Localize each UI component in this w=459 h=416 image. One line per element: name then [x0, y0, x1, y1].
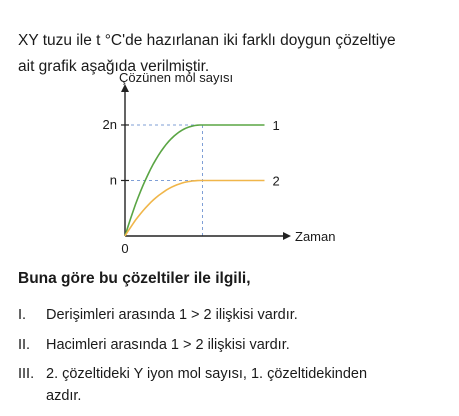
statement-2-text: Hacimleri arasında 1 > 2 ilişkisi vardır. — [46, 337, 290, 353]
series-1-label: 1 — [272, 117, 280, 133]
statement-1-number: I. — [18, 307, 27, 323]
statement-2-number: II. — [18, 337, 31, 353]
statement-3 — [18, 363, 438, 407]
statement-3-text: 2. çözeltideki Y iyon mol sayısı, 1. çözeltidekinden azdır. — [46, 366, 368, 404]
question-text: Buna göre bu çözeltiler ile ilgili, — [18, 270, 251, 287]
statement-3-number: III. — [18, 366, 35, 382]
series-2-line — [125, 181, 265, 237]
y-tick-label-2: 2n — [102, 116, 117, 132]
statement-2 — [18, 334, 438, 356]
series-2-label: 2 — [272, 173, 280, 189]
y-axis-arrow — [121, 84, 129, 92]
y-axis-title: Çözünen mol sayısı — [119, 70, 234, 85]
x-axis-arrow — [283, 232, 291, 240]
x-axis-title: Zaman — [295, 229, 336, 244]
statement-1 — [18, 304, 438, 326]
intro-line-2: ait grafik aşağıda verilmiştir. — [18, 58, 210, 75]
origin-label: 0 — [121, 241, 129, 256]
intro-line-1: XY tuzu ile t °C'de hazırlanan iki farklı doygun çözeltiye — [18, 32, 396, 49]
y-tick-label-1: n — [109, 172, 117, 188]
statement-1-text: Derişimleri arasında 1 > 2 ilişkisi vardır. — [46, 307, 298, 323]
